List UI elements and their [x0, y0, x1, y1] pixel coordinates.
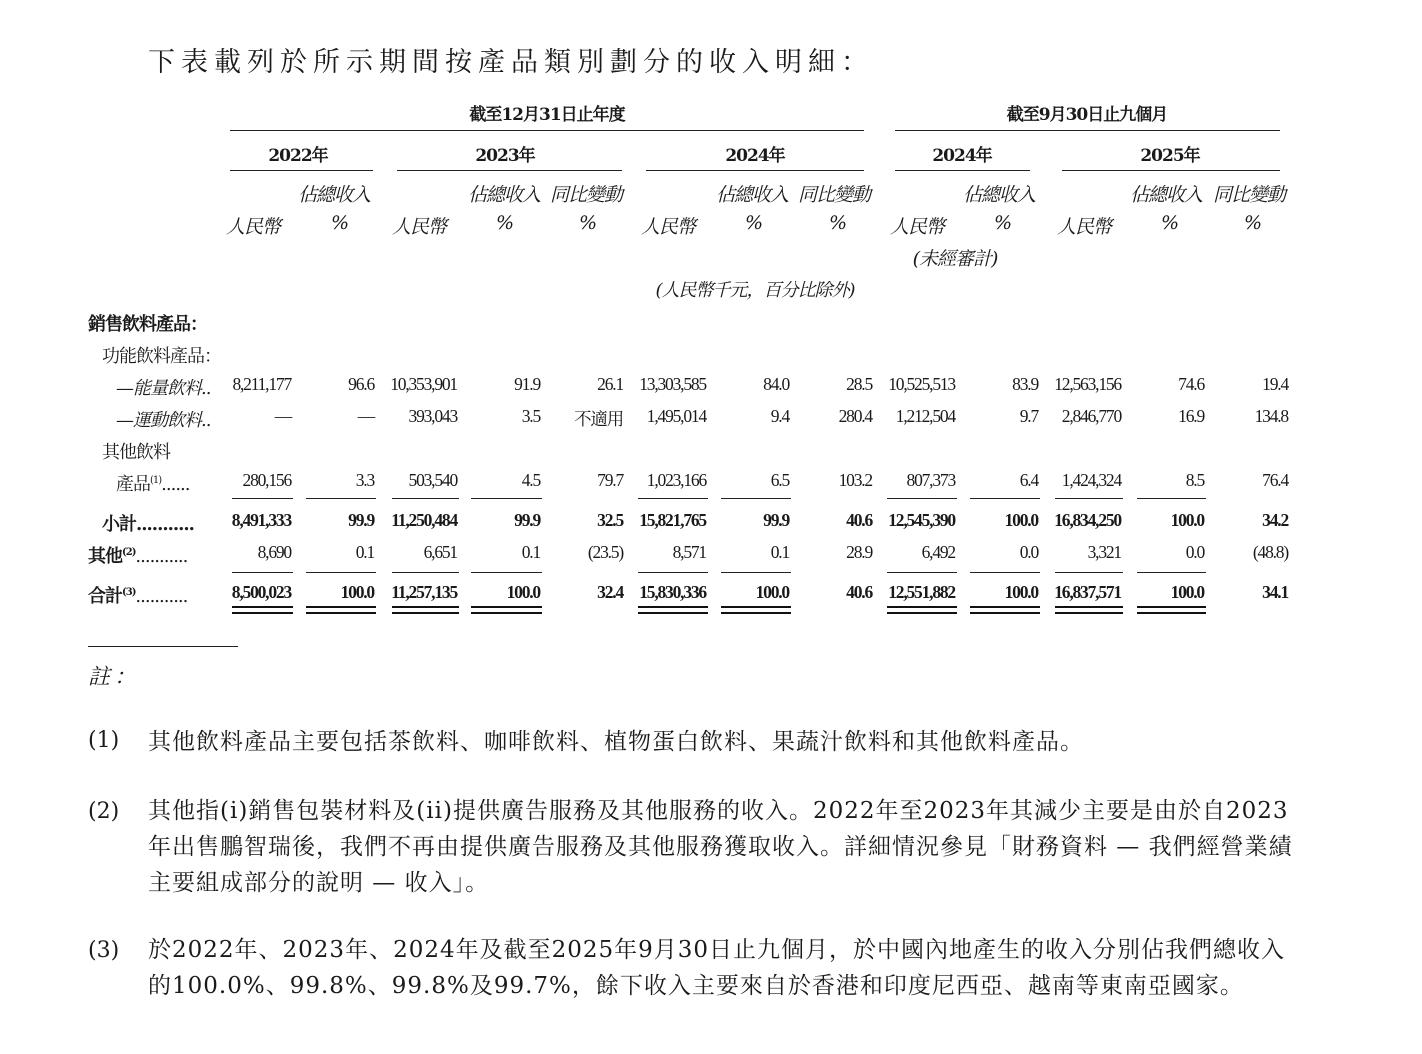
cell-double-rule — [306, 606, 376, 614]
unit-note: (人民幣千元，百分比除外) — [655, 280, 855, 301]
cell-double-rule — [970, 606, 1040, 614]
col-header-rmb: 人民幣 — [640, 216, 695, 238]
table-cell: 100.0 — [1004, 510, 1038, 530]
table-cell: 40.6 — [846, 582, 872, 602]
col-header-yoy: 同比變動 — [549, 184, 622, 206]
table-cell: 134.8 — [1254, 406, 1288, 426]
table-cell: 79.7 — [597, 470, 623, 490]
table-cell: 83.9 — [1012, 374, 1038, 394]
table-cell: 0.1 — [521, 542, 540, 562]
table-cell: 3.5 — [521, 406, 540, 426]
table-cell: 16.9 — [1178, 406, 1204, 426]
table-cell: 28.5 — [846, 374, 872, 394]
table-cell: 1,212,504 — [895, 406, 955, 426]
table-cell: 8.5 — [1185, 470, 1204, 490]
table-cell: 99.9 — [514, 510, 540, 530]
table-cell: 16,837,571 — [1054, 582, 1121, 602]
row-label-text: 合計 — [88, 586, 122, 607]
table-cell: 28.9 — [846, 542, 872, 562]
table-cell: 8,491,333 — [231, 510, 291, 530]
row-label-text: 小計 — [102, 514, 136, 535]
table-cell: 6.4 — [1019, 470, 1038, 490]
table-cell: 103.2 — [838, 470, 872, 490]
cell-double-rule — [471, 606, 542, 614]
year-rule — [1062, 170, 1280, 171]
cell-double-rule — [232, 606, 293, 614]
table-cell: 40.6 — [846, 510, 872, 530]
table-cell: 100.0 — [506, 582, 540, 602]
table-cell: 8,571 — [672, 542, 706, 562]
year-header: 2022年 — [268, 146, 328, 166]
table-cell: 74.6 — [1178, 374, 1204, 394]
leader-dots: ...... — [161, 474, 190, 495]
group-rule-annual — [230, 130, 864, 131]
col-header-pct-total: 佔總收入 — [715, 184, 788, 206]
group-rule-nine-months — [895, 130, 1280, 131]
col-header-pct: % — [1243, 212, 1261, 234]
table-cell: 280.4 — [838, 406, 872, 426]
cell-rule — [1055, 572, 1123, 573]
table-cell: 280,156 — [242, 470, 291, 490]
note-number: (3) — [88, 938, 120, 963]
leader-dots: ........... — [136, 514, 194, 535]
table-cell: (48.8) — [1252, 542, 1288, 562]
cell-rule — [721, 498, 791, 499]
year-header: 2024年 — [725, 146, 785, 166]
cell-rule — [1055, 498, 1123, 499]
col-header-unaudited: (未經審計) — [912, 248, 998, 270]
note-text: 其他飲料產品主要包括茶飲料、咖啡飲料、植物蛋白飲料、果蔬汁飲料和其他飲料產品。 — [148, 729, 1084, 755]
table-cell: 99.9 — [348, 510, 374, 530]
cell-rule — [392, 498, 459, 499]
table-cell: 0.1 — [355, 542, 374, 562]
table-cell: 0.0 — [1185, 542, 1204, 562]
table-cell: 32.5 — [597, 510, 623, 530]
table-cell: 15,830,336 — [639, 582, 706, 602]
group-header-nine-months: 截至9月30日止九個月 — [1006, 105, 1168, 125]
table-cell: 3.3 — [355, 470, 374, 490]
table-cell: 34.2 — [1262, 510, 1288, 530]
table-cell: 15,821,765 — [639, 510, 706, 530]
col-header-pct: % — [1160, 212, 1178, 234]
table-cell: 807,373 — [906, 470, 955, 490]
row-label-text: 產品 — [116, 474, 150, 495]
cell-double-rule — [721, 606, 791, 614]
row-label-other-beverage: 其他飲料 — [102, 442, 170, 463]
col-header-yoy: 同比變動 — [1212, 184, 1285, 206]
row-label-beverage-sales: 銷售飲料產品： — [88, 314, 207, 335]
table-cell: 9.4 — [770, 406, 789, 426]
cell-double-rule — [887, 606, 957, 614]
cell-rule — [232, 498, 293, 499]
row-label-functional: 功能飲料產品： — [102, 346, 221, 367]
year-header: 2024年 — [932, 146, 992, 166]
table-cell: 6,651 — [423, 542, 457, 562]
year-rule — [397, 170, 622, 171]
row-label-text: 其他 — [88, 546, 122, 567]
cell-rule — [471, 572, 542, 573]
table-cell: — — [274, 406, 291, 426]
table-cell: 9.7 — [1019, 406, 1038, 426]
table-cell: 99.9 — [763, 510, 789, 530]
table-cell: 1,023,166 — [646, 470, 706, 490]
col-header-rmb: 人民幣 — [889, 216, 944, 238]
col-header-rmb: 人民幣 — [391, 216, 446, 238]
cell-rule — [306, 498, 376, 499]
table-cell: 100.0 — [1004, 582, 1038, 602]
cell-rule — [471, 498, 542, 499]
cell-rule — [638, 498, 708, 499]
cell-rule — [1137, 572, 1206, 573]
col-header-pct: % — [330, 212, 348, 234]
col-header-pct: % — [828, 212, 846, 234]
table-cell: 11,250,484 — [391, 510, 457, 530]
intro-text: 下表載列於所示期間按產品類別劃分的收入明細： — [148, 47, 874, 78]
table-cell: 13,303,585 — [639, 374, 706, 394]
notes-heading: 註： — [88, 665, 141, 690]
col-header-yoy: 同比變動 — [797, 184, 870, 206]
table-cell: 2,846,770 — [1061, 406, 1121, 426]
footnote-separator — [88, 646, 238, 647]
table-cell: 12,551,882 — [888, 582, 955, 602]
table-cell: 91.9 — [514, 374, 540, 394]
table-cell: 0.1 — [770, 542, 789, 562]
table-cell: 32.4 — [597, 582, 623, 602]
cell-double-rule — [1137, 606, 1206, 614]
col-header-pct-total: 佔總收入 — [1129, 184, 1202, 206]
col-header-pct: % — [993, 212, 1011, 234]
cell-rule — [232, 572, 293, 573]
col-header-pct-total: 佔總收入 — [467, 184, 540, 206]
cell-double-rule — [638, 606, 708, 614]
table-cell: 不適用 — [574, 409, 623, 429]
year-rule — [895, 170, 1030, 171]
cell-rule — [638, 572, 708, 573]
table-cell: 8,211,177 — [232, 374, 291, 394]
table-cell: 100.0 — [340, 582, 374, 602]
col-header-pct: % — [578, 212, 596, 234]
year-rule — [646, 170, 864, 171]
col-header-rmb: 人民幣 — [225, 216, 280, 238]
cell-rule — [306, 572, 376, 573]
footnote-ref: (2) — [122, 547, 136, 558]
leader-dots: ........... — [135, 586, 188, 607]
table-cell: 19.4 — [1262, 374, 1288, 394]
table-cell: 76.4 — [1262, 470, 1288, 490]
table-cell: 6.5 — [770, 470, 789, 490]
table-cell: 1,424,324 — [1061, 470, 1121, 490]
table-cell: 6,492 — [921, 542, 955, 562]
footnote-ref: (3) — [122, 587, 136, 598]
table-cell: 10,353,901 — [390, 374, 457, 394]
year-header: 2023年 — [475, 146, 535, 166]
col-header-pct: % — [495, 212, 513, 234]
table-cell: 0.0 — [1019, 542, 1038, 562]
table-cell: 3,321 — [1087, 542, 1121, 562]
table-cell: 8,690 — [257, 542, 291, 562]
cell-rule — [392, 572, 459, 573]
table-cell: 84.0 — [763, 374, 789, 394]
table-cell: 12,545,390 — [888, 510, 955, 530]
leader-dots: ........... — [135, 546, 188, 567]
table-cell: 100.0 — [1170, 510, 1204, 530]
cell-rule — [970, 498, 1040, 499]
table-cell: 503,540 — [408, 470, 457, 490]
table-cell: 96.6 — [348, 374, 374, 394]
cell-rule — [887, 498, 957, 499]
col-header-rmb: 人民幣 — [1056, 216, 1111, 238]
row-label-sports: —運動飲料.. — [116, 410, 211, 431]
table-cell: 34.1 — [1262, 582, 1288, 602]
cell-rule — [1137, 498, 1206, 499]
cell-rule — [970, 572, 1040, 573]
note-text: 於2022年、2023年、2024年及截至2025年9月30日止九個月，於中國內地產生的收入分別佔我們總收入的100.0%、99.8%、99.8%及99.7%，餘下收入主要來自於香港和印度尼西亞、越南等東南亞國家。 — [148, 937, 1286, 999]
footnote-ref: (1) — [150, 475, 162, 486]
table-cell: — — [357, 406, 374, 426]
table-cell: 11,257,135 — [391, 582, 457, 602]
col-header-pct: % — [744, 212, 762, 234]
table-cell: (23.5) — [587, 542, 623, 562]
cell-double-rule — [1055, 606, 1123, 614]
table-cell: 10,525,513 — [888, 374, 955, 394]
table-cell: 100.0 — [755, 582, 789, 602]
table-cell: 4.5 — [521, 470, 540, 490]
table-cell: 393,043 — [408, 406, 457, 426]
table-cell: 8,500,023 — [231, 582, 291, 602]
cell-rule — [721, 572, 791, 573]
table-cell: 16,834,250 — [1054, 510, 1121, 530]
table-cell: 12,563,156 — [1054, 374, 1121, 394]
year-header: 2025年 — [1140, 146, 1200, 166]
col-header-pct-total: 佔總收入 — [297, 184, 370, 206]
col-header-pct-total: 佔總收入 — [962, 184, 1035, 206]
note-number: (2) — [88, 799, 120, 824]
group-header-annual: 截至12月31日止年度 — [469, 105, 625, 125]
note-text: 其他指(i)銷售包裝材料及(ii)提供廣告服務及其他服務的收入。2022年至2023年其減少主要是由於自2023年出售鵬智瑞後，我們不再由提供廣告服務及其他服務獲取收入。詳細情況參見「財務資料 — 我們經營業績主要組成部分的說明 — 收入」。 — [148, 798, 1293, 896]
table-cell: 1,495,014 — [646, 406, 706, 426]
row-label-energy: —能量飲料.. — [116, 378, 211, 399]
cell-rule — [887, 572, 957, 573]
table-cell: 26.1 — [597, 374, 623, 394]
cell-double-rule — [392, 606, 459, 614]
table-cell: 100.0 — [1170, 582, 1204, 602]
year-rule — [230, 170, 373, 171]
note-number: (1) — [88, 728, 120, 753]
